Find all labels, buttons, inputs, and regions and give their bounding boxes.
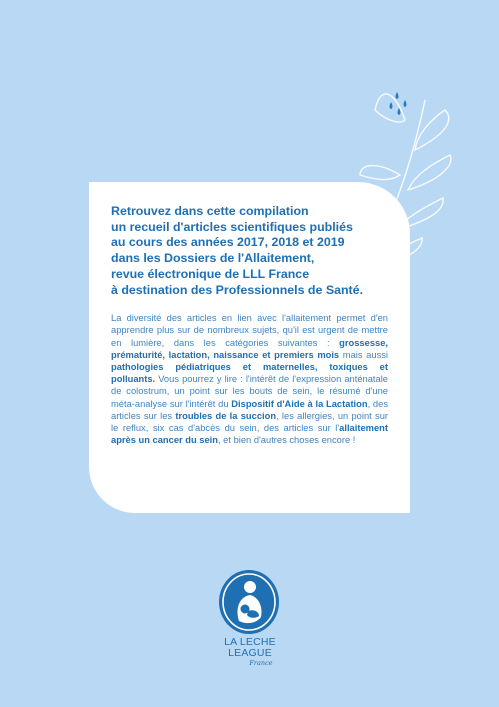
headline-line: à destination des Professionnels de Santé. <box>111 282 364 297</box>
headline-line: dans les Dossiers de l'Allaitement, <box>111 251 315 266</box>
headline-line: un recueil d'articles scientifiques publiés <box>111 219 353 234</box>
body-text: Vous pourrez y lire : l'intérêt de l'expression anténatale de colostrum, un point sur les bouts de sein, le résumé d'une méta-analyse sur l'intérêt du <box>111 374 388 409</box>
body-highlight: troubles de la succion <box>175 410 277 421</box>
body-highlight: grossesse, prématurité, lactation, naissance et premiers mois <box>111 337 388 360</box>
drops-decoration-icon <box>388 90 418 116</box>
body-highlight: allaitement après un cancer du sein <box>111 423 388 446</box>
brand-line: LEAGUE <box>228 647 272 659</box>
body-text: , les allergies, un point sur le reflux, six cas d'abcès du sein, des articles sur l' <box>111 410 389 434</box>
brand-line: LA LECHE <box>224 636 276 648</box>
body-text: , des articles sur les <box>111 398 388 421</box>
body-highlight: Dispositif d'Aide à la Lactation <box>231 398 368 409</box>
content-card <box>89 182 410 513</box>
body-paragraph <box>111 312 388 446</box>
body-highlight: pathologies pédiatriques et maternelles, toxiques et polluants. <box>111 362 388 385</box>
headline-line: revue électronique de LLL France <box>111 266 310 281</box>
headline <box>111 204 388 298</box>
brand-country: France <box>249 659 273 667</box>
la-leche-league-logo-icon <box>217 569 281 635</box>
headline-line: au cours des années 2017, 2018 et 2019 <box>111 235 345 250</box>
body-text: , et bien d'autres choses encore ! <box>217 435 356 446</box>
body-text: La diversité des articles en lien avec l'allaitement permet d'en apprendre plus sur de nombreux sujets, qu'il est urgent de mettre en lumière, dans les catégories suivantes : <box>111 313 388 348</box>
headline-line: Retrouvez dans cette compilation <box>111 204 309 218</box>
brand-name <box>200 637 300 667</box>
body-text: mais aussi <box>339 349 388 360</box>
